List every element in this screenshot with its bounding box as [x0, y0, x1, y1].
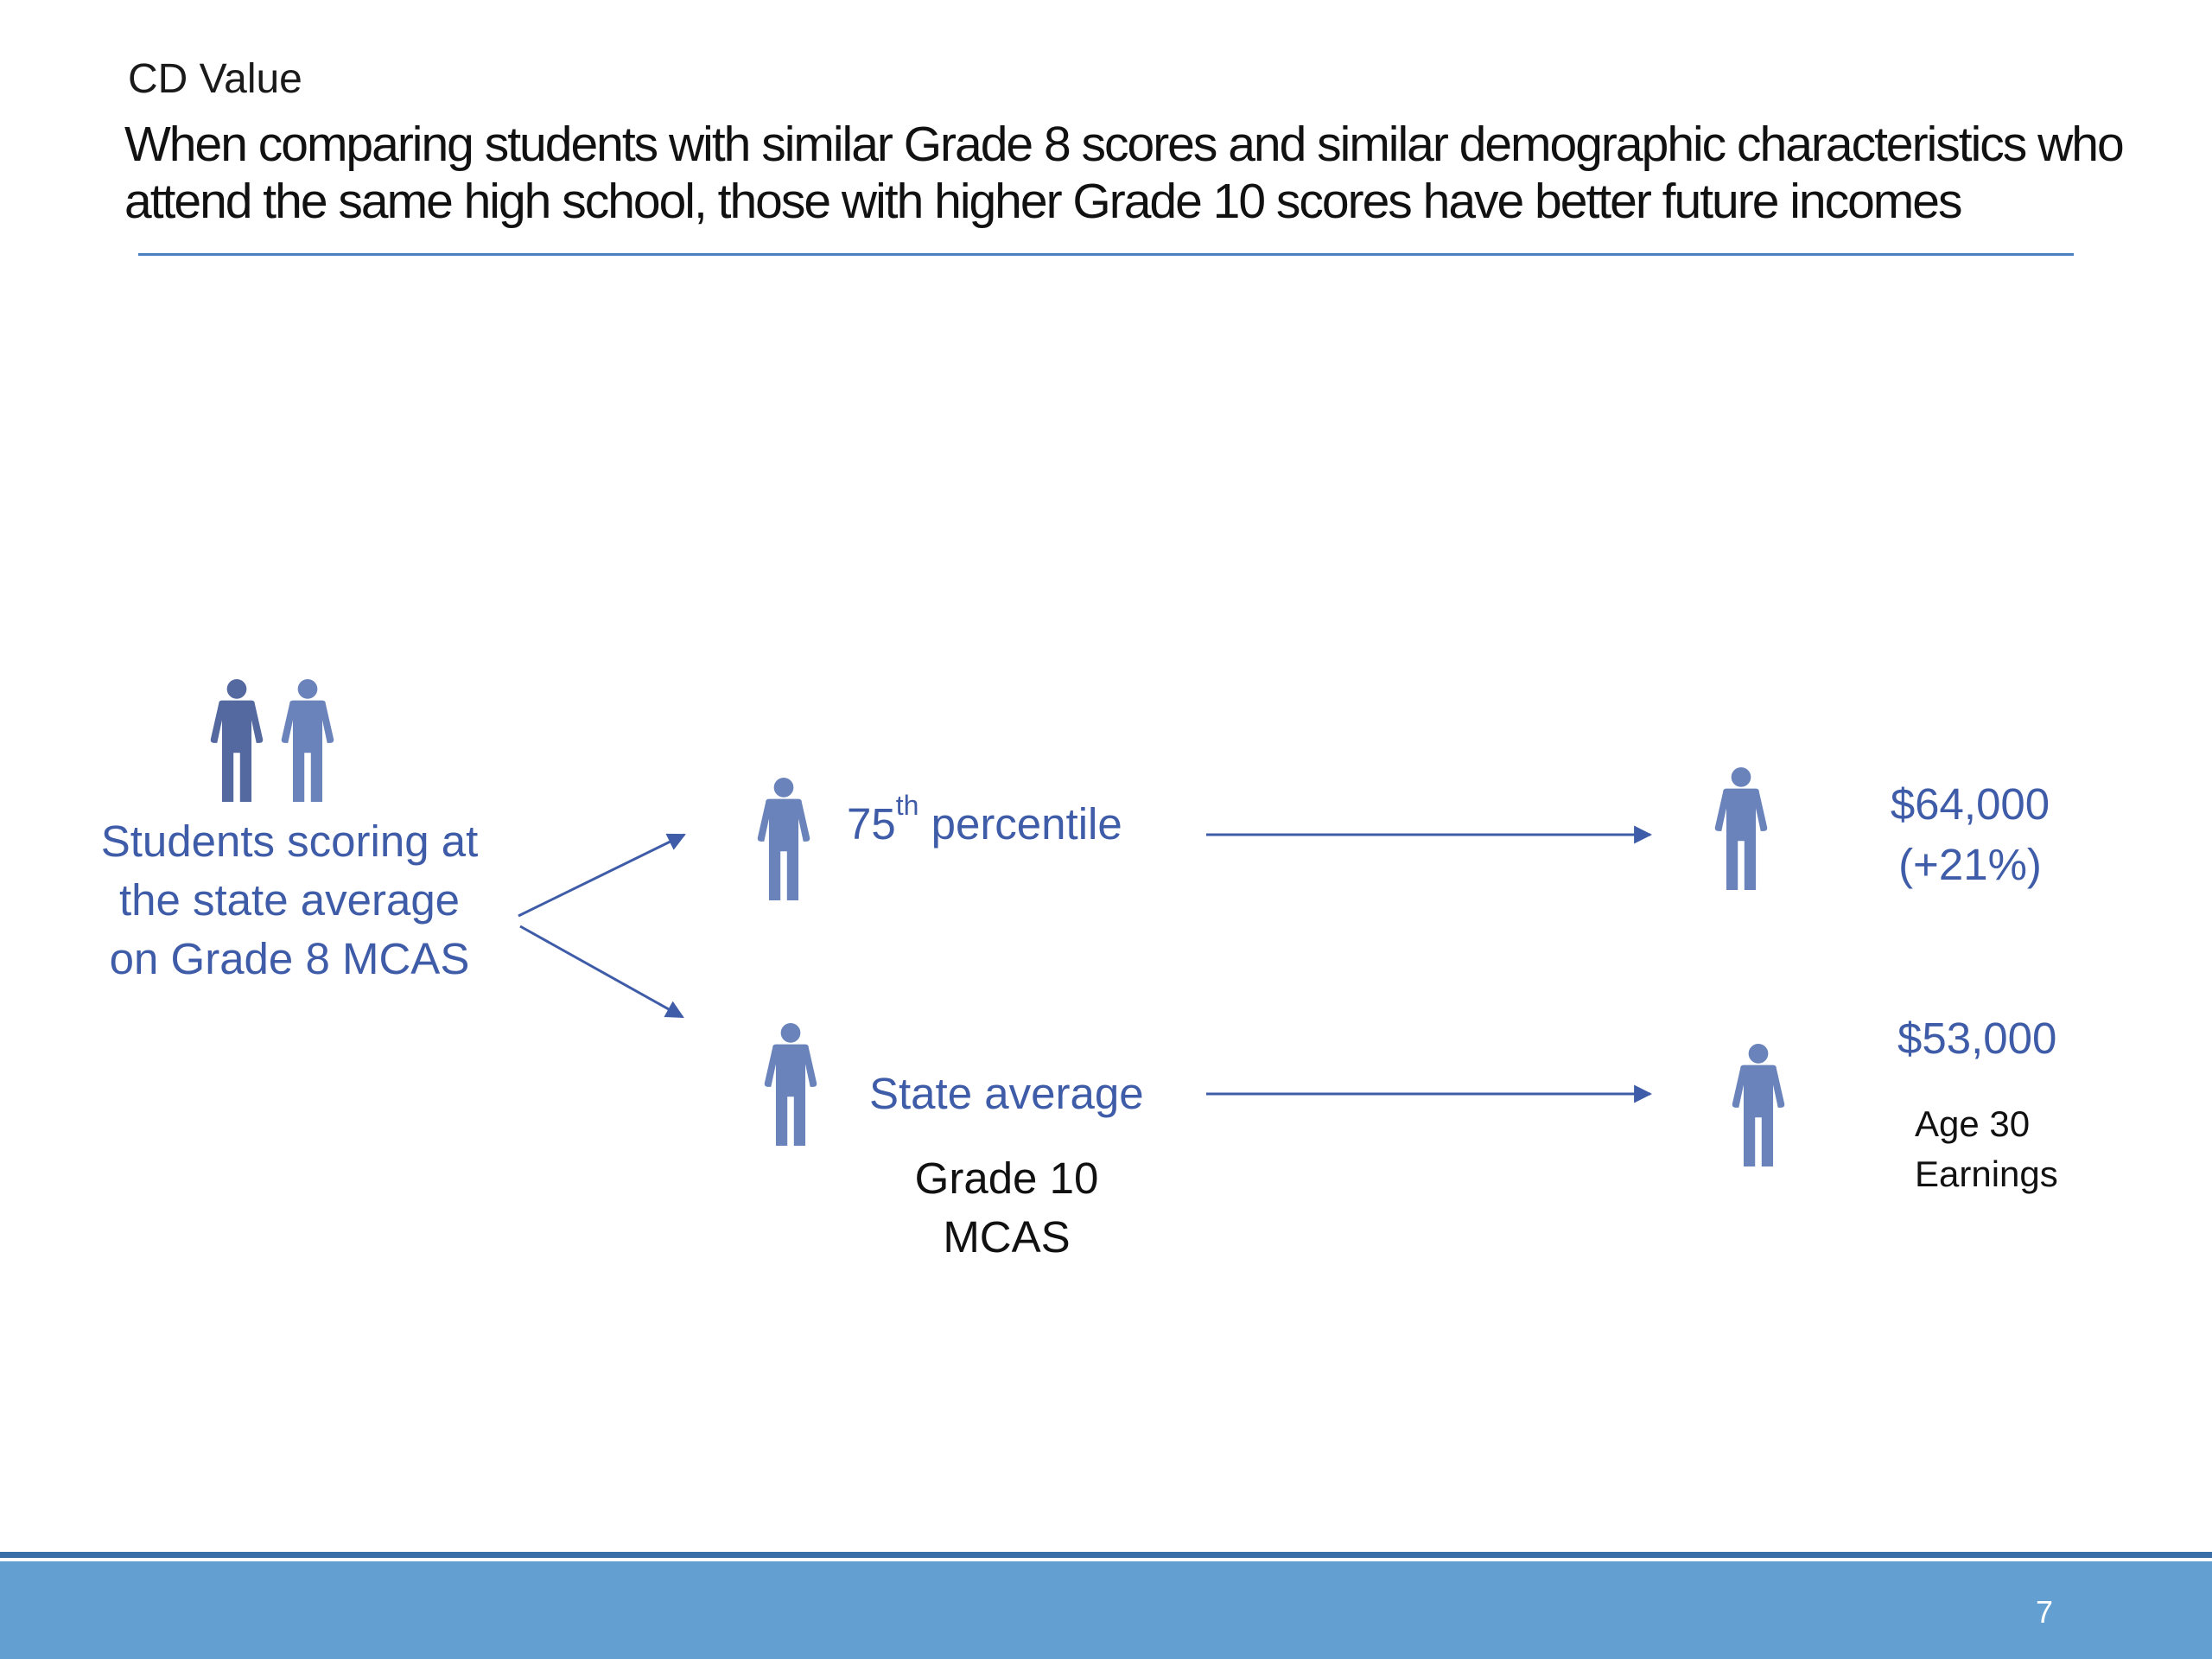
slide-kicker: CD Value — [128, 56, 302, 102]
footer-rule — [0, 1552, 2212, 1558]
students-label-line: the state average — [118, 875, 461, 925]
age30-line: Age 30 — [1915, 1103, 2031, 1144]
income-75th — [1840, 774, 2100, 895]
age30-earnings-label — [1915, 1099, 2058, 1199]
grade10-line: MCAS — [943, 1212, 1071, 1262]
income-75th-change: (+21%) — [1898, 840, 2042, 889]
percentile-number: 75 — [847, 799, 896, 849]
grade10-line: Grade 10 — [914, 1154, 1099, 1203]
person-icon — [1725, 1044, 1792, 1166]
person-icon — [757, 1023, 824, 1146]
footer-bar — [0, 1561, 2212, 1659]
title-divider — [138, 253, 2074, 256]
grade10-mcas-label — [864, 1149, 1149, 1267]
students-label-line: Students scoring at — [100, 817, 479, 866]
state-average-label: State average — [869, 1069, 1144, 1118]
percentile-ordinal: th — [895, 790, 919, 821]
students-label-line: on Grade 8 MCAS — [109, 934, 470, 983]
percentile-75-label — [847, 790, 1122, 849]
percentile-word: percentile — [918, 799, 1122, 849]
income-75th-value: $64,000 — [1890, 779, 2050, 829]
person-icon — [204, 679, 270, 802]
slide-headline: When comparing students with similar Grade 8 scores and similar demographic characteristics who attend the same high school, those with higher Grade 10 scores have better future incomes — [124, 117, 2123, 229]
students-label — [69, 812, 510, 988]
income-state-average: $53,000 — [1897, 1014, 2057, 1063]
page-number: 7 — [2035, 1594, 2053, 1630]
person-icon — [1707, 767, 1775, 890]
arrow-to-75th — [518, 835, 684, 916]
person-icon — [275, 679, 340, 802]
arrow-to-state-average — [520, 926, 683, 1017]
age30-line: Earnings — [1915, 1154, 2058, 1194]
person-icon — [750, 778, 817, 900]
